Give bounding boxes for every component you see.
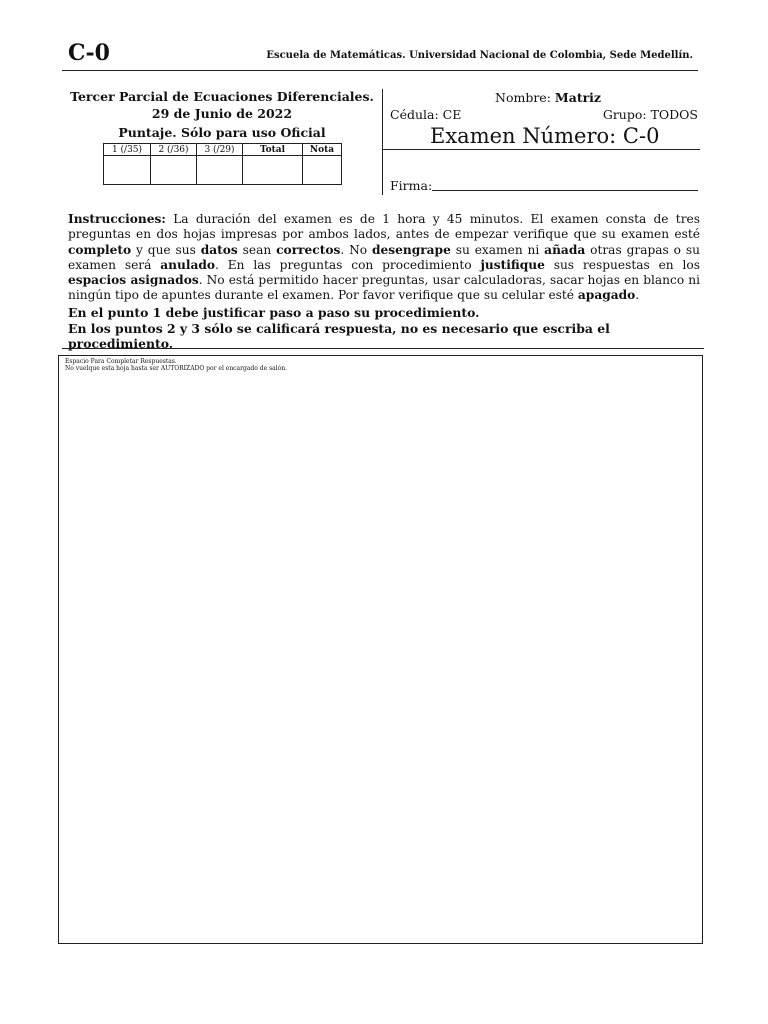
- answer-box-title: Espacio Para Completar Respuestas.: [65, 358, 177, 365]
- top-rule: [62, 70, 698, 71]
- score-header-nota: Nota: [303, 144, 342, 156]
- nombre-label: Nombre:: [495, 90, 551, 105]
- nombre-field: [495, 90, 601, 105]
- instruction-rules: [68, 305, 700, 352]
- score-cell-2: [151, 156, 197, 185]
- score-cell-nota: [303, 156, 342, 185]
- instr-bold: añada: [544, 242, 586, 257]
- exam-info: [70, 88, 374, 141]
- rule-punto-1: En el punto 1 debe justificar paso a paso su procedimiento.: [68, 305, 480, 320]
- score-header-1: 1 (/35): [104, 144, 151, 156]
- nombre-value: Matriz: [554, 90, 602, 105]
- instr-text: otras grapas o su examen será: [68, 242, 700, 272]
- exam-number-rule: [382, 149, 700, 150]
- instructions: [68, 212, 700, 304]
- instr-text: . En las preguntas con procedimiento: [215, 257, 481, 272]
- instr-text: . No está permitido hacer preguntas, usar calculadoras, sacar hojas en blanco ni ningún tipo de apuntes durante el examen. Por favor verifique que su celular esté: [68, 273, 701, 303]
- score-header-total: Total: [243, 144, 303, 156]
- score-cell-3: [197, 156, 243, 185]
- instructions-label: Instrucciones:: [68, 212, 166, 226]
- cedula-field: Cédula: CE: [390, 107, 462, 122]
- grupo-field: Grupo: TODOS: [602, 107, 698, 122]
- instr-bold: completo: [68, 242, 132, 257]
- instr-bold: apagado: [577, 288, 636, 303]
- exam-title: Tercer Parcial de Ecuaciones Diferenciales.: [70, 89, 374, 104]
- answer-box-warning: No vuelque esta hoja hasta ser AUTORIZADO por el encargado de salón.: [65, 365, 288, 372]
- section-separator: [62, 348, 704, 349]
- instr-bold: correctos: [276, 242, 341, 257]
- score-header-2: 2 (/36): [151, 144, 197, 156]
- firma-label: Firma:: [390, 178, 433, 193]
- score-cell-total: [243, 156, 303, 185]
- rule-puntos-2-3: En los puntos 2 y 3 sólo se calificará respuesta, no es necesario que escriba el procedimiento.: [68, 320, 610, 351]
- exam-code: C-0: [68, 40, 110, 66]
- answer-box: [58, 355, 703, 944]
- exam-number: Examen Número: C-0: [430, 124, 660, 148]
- header-divider: [382, 89, 383, 195]
- instr-bold: justifique: [480, 257, 545, 272]
- instr-bold: espacios asignados: [68, 273, 199, 288]
- school-name: Escuela de Matemáticas. Universidad Nacional de Colombia, Sede Medellín.: [266, 50, 693, 61]
- instr-text: y que sus: [131, 242, 201, 257]
- instr-bold: anulado: [160, 257, 216, 272]
- instr-bold: datos: [200, 242, 238, 257]
- firma-line: [432, 190, 698, 191]
- exam-date: 29 de Junio de 2022: [151, 106, 293, 121]
- score-header-3: 3 (/29): [197, 144, 243, 156]
- score-label: Puntaje. Sólo para uso Oficial: [118, 125, 326, 140]
- instr-bold: desengrape: [371, 242, 451, 257]
- score-table: [103, 143, 342, 185]
- instr-text: . No: [340, 242, 372, 257]
- instr-text: La duración del examen es de 1 hora y 45 minutos. El examen consta de tres preguntas en dos hojas impresas por ambos lados, antes de empezar verifique que su examen esté: [68, 212, 700, 242]
- instr-text: .: [635, 288, 640, 303]
- answer-box-note: [65, 358, 287, 372]
- instr-text: su examen ni: [450, 242, 545, 257]
- instr-text: sean: [237, 242, 277, 257]
- score-cell-1: [104, 156, 151, 185]
- instr-text: sus respuestas en los: [544, 257, 701, 272]
